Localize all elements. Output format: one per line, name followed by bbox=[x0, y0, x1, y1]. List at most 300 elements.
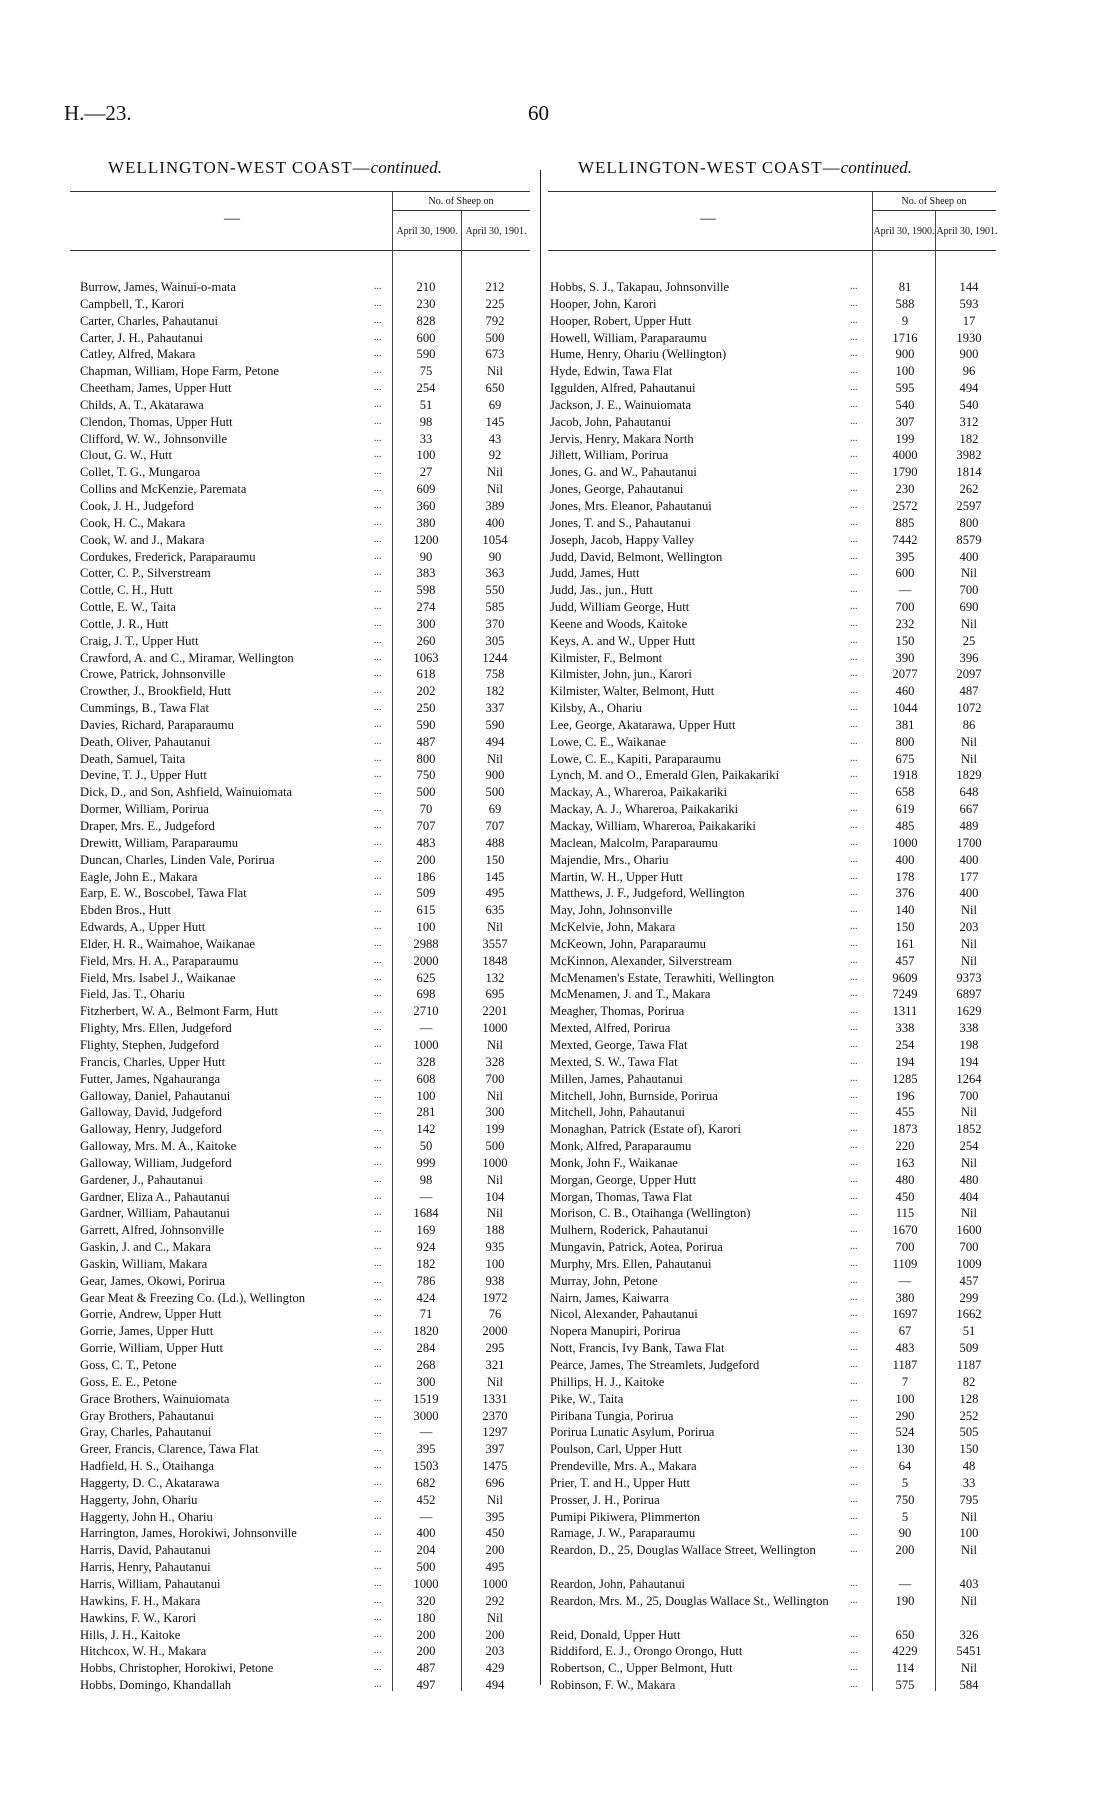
count-1901: Nil bbox=[960, 953, 978, 968]
leader-dots: ... bbox=[850, 1022, 858, 1034]
table-row bbox=[80, 313, 530, 330]
count-1900: 800 bbox=[416, 751, 436, 766]
leader-dots: ... bbox=[850, 752, 858, 764]
table-row bbox=[80, 1323, 530, 1340]
count-1900: 178 bbox=[895, 869, 915, 884]
left-col1-header: April 30, 1900. bbox=[396, 226, 458, 237]
leader-dots: ... bbox=[374, 971, 382, 983]
table-row bbox=[80, 1441, 530, 1458]
count-1901: 76 bbox=[488, 1307, 502, 1322]
owner-name: Prendeville, Mrs. A., Makara bbox=[550, 1459, 697, 1474]
count-1900: 1697 bbox=[892, 1307, 918, 1322]
count-1901: Nil bbox=[486, 1610, 504, 1625]
leader-dots: ... bbox=[374, 314, 382, 326]
left-dash: — bbox=[224, 210, 240, 227]
count-1901: 17 bbox=[962, 313, 976, 328]
table-row bbox=[80, 1357, 530, 1374]
table-row bbox=[550, 582, 996, 599]
leader-dots: ... bbox=[850, 1460, 858, 1472]
count-1901: 1072 bbox=[956, 701, 982, 716]
owner-name: Cottle, J. R., Hutt bbox=[80, 616, 169, 631]
leader-dots: ... bbox=[850, 516, 858, 528]
count-1900: 750 bbox=[416, 768, 436, 783]
leader-dots: ... bbox=[850, 601, 858, 613]
owner-name: Howell, William, Paraparaumu bbox=[550, 330, 707, 345]
left-group-header: No. of Sheep on bbox=[428, 196, 494, 207]
leader-dots: ... bbox=[374, 820, 382, 831]
count-1900: 98 bbox=[419, 414, 433, 429]
table-row bbox=[550, 1306, 996, 1323]
owner-name: Harrington, James, Horokiwi, Johnsonville bbox=[80, 1526, 297, 1541]
count-1901: 400 bbox=[959, 886, 979, 901]
count-1900: 1716 bbox=[892, 330, 918, 345]
leader-dots: ... bbox=[374, 988, 382, 1000]
count-1900: 598 bbox=[416, 583, 436, 598]
count-1901: 128 bbox=[959, 1391, 979, 1406]
leader-dots: ... bbox=[374, 382, 382, 394]
count-1901: 635 bbox=[485, 903, 505, 918]
table-row bbox=[80, 1273, 530, 1290]
table-row bbox=[550, 885, 996, 902]
leader-dots: ... bbox=[850, 971, 858, 983]
leader-dots: ... bbox=[850, 281, 858, 292]
table-row bbox=[80, 650, 530, 667]
left-section-title bbox=[108, 158, 442, 178]
owner-name: Field, Mrs. H. A., Paraparaumu bbox=[80, 953, 239, 968]
count-1901: 212 bbox=[485, 280, 505, 294]
count-1901: 145 bbox=[485, 414, 505, 429]
table-row bbox=[80, 1576, 530, 1593]
count-1900: 182 bbox=[416, 1256, 436, 1271]
leader-dots: ... bbox=[850, 1679, 858, 1691]
owner-name: Prier, T. and H., Upper Hutt bbox=[550, 1475, 690, 1490]
count-1901: 1054 bbox=[482, 532, 508, 547]
count-1901: 82 bbox=[962, 1374, 976, 1389]
owner-name: Jones, G. and W., Pahautanui bbox=[550, 465, 697, 480]
leader-dots: ... bbox=[850, 1291, 858, 1303]
count-1901: 1187 bbox=[956, 1358, 982, 1372]
count-1901: 935 bbox=[485, 1240, 505, 1255]
count-1900: 2572 bbox=[892, 498, 918, 513]
table-row bbox=[80, 683, 530, 700]
owner-name: Hawkins, F. W., Karori bbox=[80, 1610, 197, 1625]
count-1901: 1852 bbox=[956, 1122, 982, 1137]
leader-dots: ... bbox=[374, 1577, 382, 1589]
count-1900: 300 bbox=[416, 616, 436, 631]
table-row bbox=[550, 734, 996, 751]
owner-name: Jones, George, Pahautanui bbox=[550, 482, 684, 497]
count-1901: 480 bbox=[959, 1172, 979, 1187]
table-row bbox=[550, 1509, 996, 1526]
leader-dots: ... bbox=[850, 1443, 858, 1455]
leader-dots: ... bbox=[850, 702, 858, 714]
count-1900: 1000 bbox=[413, 1037, 439, 1052]
owner-name: Earp, E. W., Boscobel, Tawa Flat bbox=[80, 886, 247, 901]
count-1900: 381 bbox=[895, 717, 915, 732]
leader-dots: ... bbox=[374, 1257, 382, 1269]
count-1901: Nil bbox=[486, 1374, 504, 1389]
count-1900: 9609 bbox=[892, 970, 918, 985]
table-row bbox=[550, 1458, 996, 1475]
table-row bbox=[80, 1627, 530, 1644]
owner-name: Monaghan, Patrick (Estate of), Karori bbox=[550, 1122, 741, 1137]
leader-dots: ... bbox=[374, 1662, 382, 1674]
leader-dots: ... bbox=[374, 1359, 382, 1370]
leader-dots: ... bbox=[850, 1190, 858, 1202]
table-row bbox=[80, 1306, 530, 1323]
owner-name: Riddiford, E. J., Orongo Orongo, Hutt bbox=[550, 1644, 743, 1659]
leader-dots: ... bbox=[374, 1409, 382, 1421]
leader-dots: ... bbox=[850, 1662, 858, 1674]
leader-dots: ... bbox=[374, 1594, 382, 1606]
leader-dots: ... bbox=[850, 331, 858, 343]
owner-name: Piribana Tungia, Porirua bbox=[550, 1408, 674, 1423]
owner-name: Clendon, Thomas, Upper Hutt bbox=[80, 414, 233, 429]
count-1901: 488 bbox=[485, 835, 505, 850]
count-1900: 281 bbox=[416, 1105, 436, 1120]
count-1901: Nil bbox=[960, 1593, 978, 1608]
count-1900: 1000 bbox=[413, 1576, 439, 1591]
table-row bbox=[550, 330, 996, 347]
count-1901: 295 bbox=[485, 1341, 505, 1356]
owner-name: Phillips, H. J., Kaitoke bbox=[550, 1374, 665, 1389]
table-row bbox=[550, 464, 996, 481]
table-row bbox=[550, 616, 996, 633]
count-1900: 200 bbox=[416, 852, 436, 867]
table-row bbox=[80, 885, 530, 902]
leader-dots: ... bbox=[374, 718, 382, 730]
table-row bbox=[80, 717, 530, 734]
table-row bbox=[550, 1593, 996, 1627]
count-1901: 338 bbox=[959, 1021, 979, 1036]
table-row bbox=[550, 1391, 996, 1408]
owner-name: Gorrie, Andrew, Upper Hutt bbox=[80, 1307, 222, 1322]
count-1900: 395 bbox=[895, 549, 915, 564]
count-1901: 188 bbox=[485, 1223, 505, 1238]
leader-dots: ... bbox=[850, 1207, 858, 1219]
leader-dots: ... bbox=[850, 668, 858, 680]
count-1900: 75 bbox=[419, 364, 433, 379]
count-1900: 100 bbox=[416, 448, 436, 463]
leader-dots: ... bbox=[374, 1089, 382, 1101]
leader-dots: ... bbox=[850, 1527, 858, 1539]
table-row bbox=[80, 986, 530, 1003]
owner-name: Kilmister, John, jun., Karori bbox=[550, 667, 692, 682]
table-row bbox=[80, 1071, 530, 1088]
table-row bbox=[550, 650, 996, 667]
table-row bbox=[80, 363, 530, 380]
count-1900: 1790 bbox=[892, 465, 918, 480]
count-1901: Nil bbox=[960, 903, 978, 918]
owner-name: Majendie, Mrs., Ohariu bbox=[550, 852, 669, 867]
leader-dots: ... bbox=[374, 1476, 382, 1488]
leader-dots: ... bbox=[850, 297, 858, 309]
count-1900: 455 bbox=[895, 1105, 915, 1120]
leader-dots: ... bbox=[374, 1561, 382, 1573]
leader-dots: ... bbox=[374, 398, 382, 410]
leader-dots: ... bbox=[374, 803, 382, 815]
leader-dots: ... bbox=[374, 1493, 382, 1505]
count-1901: Nil bbox=[486, 482, 504, 497]
leader-dots: ... bbox=[850, 1308, 858, 1320]
count-1901: Nil bbox=[960, 751, 978, 766]
owner-name: Field, Mrs. Isabel J., Waikanae bbox=[80, 970, 236, 985]
owner-name: Jackson, J. E., Wainuiomata bbox=[550, 397, 692, 412]
owner-name: Nairn, James, Kaiwarra bbox=[550, 1290, 669, 1305]
count-1900: 1000 bbox=[892, 835, 918, 850]
owner-name: Robinson, F. W., Makara bbox=[550, 1678, 676, 1693]
count-1901: Nil bbox=[960, 1206, 978, 1221]
table-row bbox=[550, 717, 996, 734]
leader-dots: ... bbox=[374, 904, 382, 916]
owner-name: Gardener, J., Pahautanui bbox=[80, 1172, 203, 1187]
count-1901: 900 bbox=[485, 768, 505, 783]
owner-name: Pearce, James, The Streamlets, Judgeford bbox=[550, 1358, 760, 1372]
leader-dots: ... bbox=[374, 836, 382, 848]
owner-name: Lynch, M. and O., Emerald Glen, Paikakariki bbox=[550, 768, 780, 783]
leader-dots: ... bbox=[850, 735, 858, 747]
table-row bbox=[80, 515, 530, 532]
count-1900: 509 bbox=[416, 886, 436, 901]
owner-name: Flighty, Stephen, Judgeford bbox=[80, 1037, 220, 1052]
leader-dots: ... bbox=[850, 617, 858, 629]
count-1901: 199 bbox=[485, 1122, 505, 1137]
count-1901: Nil bbox=[960, 1155, 978, 1170]
count-1900: 682 bbox=[416, 1475, 436, 1490]
count-1900: 595 bbox=[895, 381, 915, 396]
count-1900: 200 bbox=[416, 1627, 436, 1642]
table-row bbox=[550, 953, 996, 970]
count-1900: 71 bbox=[419, 1307, 433, 1322]
count-1900: 900 bbox=[895, 347, 915, 362]
table-row bbox=[550, 1273, 996, 1290]
owner-name: Futter, James, Ngahauranga bbox=[80, 1071, 221, 1086]
leader-dots: ... bbox=[374, 1072, 382, 1084]
count-1901: 690 bbox=[959, 600, 979, 615]
leader-dots: ... bbox=[850, 365, 858, 377]
count-1901: Nil bbox=[960, 734, 978, 749]
count-1901: 900 bbox=[959, 347, 979, 362]
count-1900: 650 bbox=[895, 1627, 915, 1642]
leader-dots: ... bbox=[374, 466, 382, 478]
table-row bbox=[550, 481, 996, 498]
leader-dots: ... bbox=[374, 1628, 382, 1640]
table-row bbox=[550, 380, 996, 397]
leader-dots: ... bbox=[850, 533, 858, 545]
count-1901: 200 bbox=[485, 1543, 505, 1558]
owner-name: Reardon, John, Pahautanui bbox=[550, 1576, 686, 1591]
count-1901: 69 bbox=[488, 397, 502, 412]
count-1901: 550 bbox=[485, 583, 505, 598]
count-1900: 618 bbox=[416, 667, 436, 682]
count-1900: 194 bbox=[895, 1054, 915, 1069]
owner-name: Gorrie, William, Upper Hutt bbox=[80, 1341, 224, 1356]
count-1901: 3557 bbox=[482, 936, 508, 951]
owner-name: Carter, Charles, Pahautanui bbox=[80, 313, 218, 328]
count-1900: 5 bbox=[901, 1475, 909, 1490]
owner-name: Carter, J. H., Pahautanui bbox=[80, 330, 203, 345]
table-row bbox=[550, 986, 996, 1003]
count-1901: 450 bbox=[485, 1526, 505, 1541]
count-1901: 100 bbox=[485, 1256, 505, 1271]
count-1900: 67 bbox=[898, 1324, 912, 1339]
owner-name: Cook, J. H., Judgeford bbox=[80, 498, 194, 513]
count-1900: 608 bbox=[416, 1071, 436, 1086]
right-group-rule bbox=[872, 210, 996, 211]
count-1900: 150 bbox=[895, 633, 915, 648]
count-1900: 487 bbox=[416, 1661, 436, 1676]
owner-name: Keene and Woods, Kaitoke bbox=[550, 616, 688, 631]
table-row bbox=[550, 700, 996, 717]
table-row bbox=[80, 818, 530, 835]
owner-name: Cook, W. and J., Makara bbox=[80, 532, 205, 547]
count-1901: 397 bbox=[485, 1442, 505, 1457]
owner-name: Mackay, William, Whareroa, Paikakariki bbox=[550, 819, 756, 833]
table-row bbox=[80, 1239, 530, 1256]
owner-name: Clifford, W. W., Johnsonville bbox=[80, 431, 228, 446]
owner-name: Reardon, D., 25, Douglas Wallace Street, Wellington bbox=[550, 1543, 816, 1558]
page-ref: H.—23. bbox=[64, 101, 132, 125]
count-1900: 609 bbox=[416, 482, 436, 497]
owner-name: Galloway, William, Judgeford bbox=[80, 1155, 232, 1170]
count-1900: 1820 bbox=[413, 1324, 439, 1339]
owner-name: Elder, H. R., Waimahoe, Waikanae bbox=[80, 936, 256, 951]
owner-name: Cotter, C. P., Silverstream bbox=[80, 566, 211, 581]
leader-dots: ... bbox=[850, 499, 858, 511]
count-1900: 1670 bbox=[892, 1223, 918, 1238]
count-1900: 4229 bbox=[892, 1644, 918, 1659]
leader-dots: ... bbox=[374, 415, 382, 427]
table-row bbox=[550, 1525, 996, 1542]
right-title-text: WELLINGTON-WEST COAST— bbox=[578, 158, 841, 177]
owner-name: Murphy, Mrs. Ellen, Pahautanui bbox=[550, 1256, 712, 1271]
table-row bbox=[550, 970, 996, 987]
count-1901: 673 bbox=[485, 347, 505, 362]
owner-name: Cordukes, Frederick, Paraparaumu bbox=[80, 549, 256, 564]
leader-dots: ... bbox=[850, 1106, 858, 1118]
table-row bbox=[550, 902, 996, 919]
owner-name: Mitchell, John, Burnside, Porirua bbox=[550, 1088, 718, 1103]
owner-name: Collins and McKenzie, Paremata bbox=[80, 482, 247, 497]
owner-name: Flighty, Mrs. Ellen, Judgeford bbox=[80, 1021, 232, 1036]
owner-name: Gray, Charles, Pahautanui bbox=[80, 1425, 212, 1440]
leader-dots: ... bbox=[374, 567, 382, 579]
owner-name: Gardner, Eliza A., Pahautanui bbox=[80, 1189, 230, 1204]
count-1900: 588 bbox=[895, 296, 915, 311]
count-1901: 363 bbox=[485, 566, 505, 581]
owner-name: Gear, James, Okowi, Porirua bbox=[80, 1273, 225, 1288]
table-row bbox=[80, 447, 530, 464]
owner-name: McMenamen's Estate, Terawhiti, Wellington bbox=[550, 970, 775, 985]
table-row bbox=[550, 1323, 996, 1340]
table-row bbox=[80, 1408, 530, 1425]
count-1900: 114 bbox=[895, 1661, 915, 1676]
leader-dots: ... bbox=[850, 1325, 858, 1337]
table-row bbox=[550, 1020, 996, 1037]
leader-dots: ... bbox=[850, 1544, 858, 1556]
owner-name: Devine, T. J., Upper Hutt bbox=[80, 768, 207, 783]
count-1901: 92 bbox=[488, 448, 502, 463]
owner-name: Cottle, E. W., Taita bbox=[80, 600, 176, 615]
count-1901: 2597 bbox=[956, 498, 982, 513]
table-row bbox=[80, 464, 530, 481]
count-1900: 196 bbox=[895, 1088, 915, 1103]
table-row bbox=[80, 1155, 530, 1172]
count-1900: 200 bbox=[895, 1543, 915, 1558]
count-1900: 750 bbox=[895, 1492, 915, 1507]
leader-dots: ... bbox=[374, 954, 382, 966]
table-row bbox=[550, 313, 996, 330]
table-row bbox=[550, 1088, 996, 1105]
count-1901: 593 bbox=[959, 296, 979, 311]
table-row bbox=[550, 1542, 996, 1576]
leader-dots: ... bbox=[374, 668, 382, 680]
owner-name: Hadfield, H. S., Otaihanga bbox=[80, 1459, 214, 1474]
owner-name: Ramage, J. W., Paraparaumu bbox=[550, 1526, 696, 1541]
owner-name: Porirua Lunatic Asylum, Porirua bbox=[550, 1425, 715, 1440]
leader-dots: ... bbox=[850, 432, 858, 444]
leader-dots: ... bbox=[374, 921, 382, 933]
table-row bbox=[550, 1643, 996, 1660]
count-1901: 337 bbox=[485, 701, 505, 716]
table-row bbox=[550, 1475, 996, 1492]
leader-dots: ... bbox=[850, 1173, 858, 1185]
count-1900: 786 bbox=[416, 1273, 436, 1288]
count-1900: — bbox=[419, 1021, 433, 1036]
leader-dots: ... bbox=[850, 466, 858, 478]
leader-dots: ... bbox=[374, 1308, 382, 1320]
table-row bbox=[80, 1374, 530, 1391]
table-row bbox=[550, 1660, 996, 1677]
table-row bbox=[80, 1003, 530, 1020]
right-col2-header: April 30, 1901. bbox=[936, 226, 998, 237]
count-1900: 700 bbox=[895, 600, 915, 615]
table-row bbox=[550, 414, 996, 431]
count-1900: 483 bbox=[895, 1341, 915, 1356]
leader-dots: ... bbox=[850, 1628, 858, 1640]
leader-dots: ... bbox=[374, 1055, 382, 1067]
count-1900: 163 bbox=[895, 1155, 915, 1170]
left-header-top-rule bbox=[70, 191, 530, 192]
count-1900: 383 bbox=[416, 566, 436, 581]
leader-dots: ... bbox=[374, 449, 382, 461]
count-1900: 707 bbox=[416, 819, 436, 833]
table-row bbox=[80, 835, 530, 852]
owner-name: Judd, David, Belmont, Wellington bbox=[550, 549, 723, 564]
owner-name: Kilsby, A., Ohariu bbox=[550, 701, 642, 716]
count-1900: 33 bbox=[419, 431, 433, 446]
count-1900: 260 bbox=[416, 633, 436, 648]
count-1900: 230 bbox=[895, 482, 915, 497]
count-1900: 186 bbox=[416, 869, 436, 884]
table-row bbox=[80, 801, 530, 818]
count-1900: 625 bbox=[416, 970, 436, 985]
leader-dots: ... bbox=[374, 1106, 382, 1118]
count-1900: 130 bbox=[895, 1442, 915, 1457]
count-1900: 575 bbox=[895, 1678, 915, 1693]
right-dash: — bbox=[700, 210, 716, 227]
leader-dots: ... bbox=[374, 1325, 382, 1337]
owner-name: Hooper, Robert, Upper Hutt bbox=[550, 313, 692, 328]
leader-dots: ... bbox=[850, 1224, 858, 1236]
table-row bbox=[80, 565, 530, 582]
leader-dots: ... bbox=[850, 1645, 858, 1657]
count-1901: 590 bbox=[485, 717, 505, 732]
table-row bbox=[550, 784, 996, 801]
count-1900: 485 bbox=[895, 819, 915, 833]
table-row bbox=[80, 1340, 530, 1357]
count-1900: 200 bbox=[416, 1644, 436, 1659]
